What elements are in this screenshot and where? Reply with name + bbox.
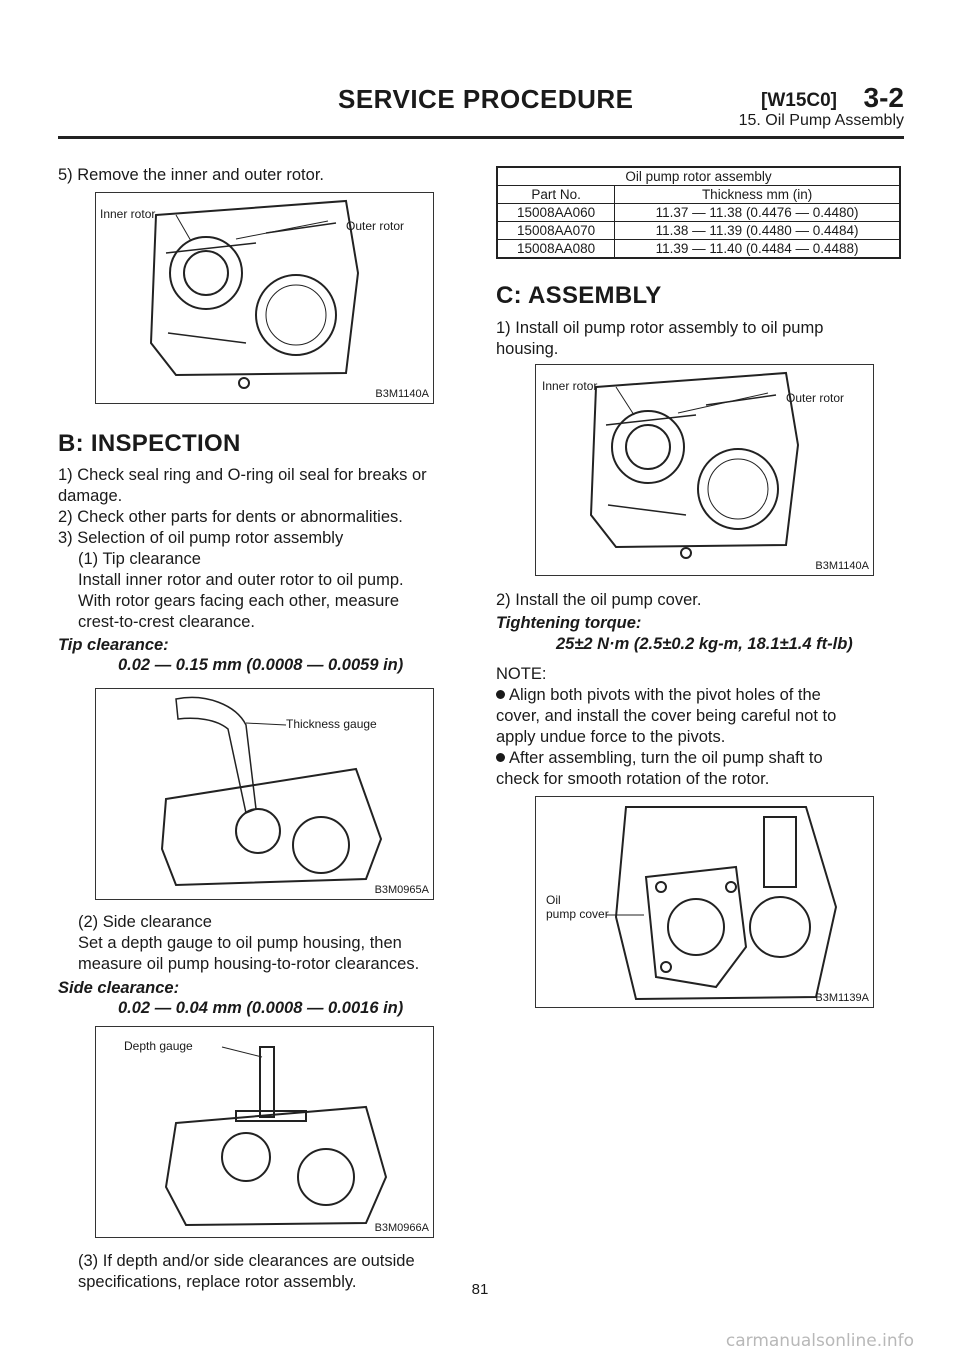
- callout-inner-rotor: Inner rotor: [100, 207, 156, 221]
- table-row: [497, 240, 900, 259]
- part-cell: 15008AA060: [497, 204, 615, 222]
- page-header: [58, 82, 904, 138]
- figure-id: B3M1140A: [375, 388, 429, 400]
- tip-line-3: With rotor gears facing each other, measure: [78, 592, 399, 610]
- tip-line-4: crest-to-crest clearance.: [78, 613, 255, 631]
- thickness-cell: 11.38 — 11.39 (0.4480 — 0.4484): [615, 222, 900, 240]
- assembly-heading: C: ASSEMBLY: [496, 282, 662, 309]
- tip-clearance-label: Tip clearance:: [58, 636, 169, 654]
- tip-line-2: Install inner rotor and outer rotor to oil pump.: [78, 571, 404, 589]
- section-number: 3-2: [863, 82, 904, 113]
- note-line-4: After assembling, turn the oil pump shaft to: [496, 748, 823, 769]
- side-clearance-label: Side clearance:: [58, 979, 180, 997]
- figure-rotor-removal: [95, 192, 434, 404]
- watermark: carmanualsonline.info: [725, 1331, 914, 1351]
- part-cell: 15008AA070: [497, 222, 615, 240]
- callout-outer-rotor: Outer rotor: [786, 391, 845, 405]
- table-header-thickness: Thickness mm (in): [615, 186, 900, 204]
- note-label: NOTE:: [496, 665, 547, 683]
- page-number: 81: [471, 1281, 489, 1298]
- table-header-part: Part No.: [497, 186, 615, 204]
- note-line-3: apply undue force to the pivots.: [496, 728, 726, 746]
- table-row: [497, 204, 900, 222]
- note-line-2: cover, and install the cover being careful not to: [496, 707, 837, 725]
- torque-label: Tightening torque:: [496, 614, 642, 632]
- inspection-line-3: 2) Check other parts for dents or abnormalities.: [58, 508, 403, 526]
- assembly-step2: 2) Install the oil pump cover.: [496, 591, 702, 609]
- callout-oil: Oil: [546, 893, 561, 907]
- figure-rotor-install: [535, 364, 874, 576]
- rotor-thickness-table: [496, 166, 901, 259]
- assembly-step1-line1: 1) Install oil pump rotor assembly to oil pump: [496, 319, 824, 337]
- figure-thickness-gauge: [95, 688, 434, 900]
- figure-id: B3M0966A: [374, 1222, 429, 1234]
- figure-id: B3M1140A: [815, 560, 869, 572]
- part-cell: 15008AA080: [497, 240, 615, 259]
- callout-depth-gauge: Depth gauge: [124, 1039, 193, 1053]
- final-line-1: (3) If depth and/or side clearances are outside: [78, 1252, 415, 1270]
- side-line-2: Set a depth gauge to oil pump housing, then: [78, 934, 402, 952]
- inspection-heading: B: INSPECTION: [58, 430, 241, 457]
- inspection-line-4: 3) Selection of oil pump rotor assembly: [58, 529, 344, 547]
- figure-pump-cover: [535, 796, 874, 1008]
- table-row: [497, 222, 900, 240]
- torque-value: 25±2 N·m (2.5±0.2 kg-m, 18.1±1.4 ft-lb): [556, 635, 853, 653]
- table-caption: Oil pump rotor assembly: [497, 167, 900, 186]
- tip-clearance-value: 0.02 — 0.15 mm (0.0008 — 0.0059 in): [118, 656, 404, 674]
- header-title: SERVICE PROCEDURE: [338, 84, 634, 114]
- callout-pump-cover: pump cover: [546, 907, 609, 921]
- callout-thickness-gauge: Thickness gauge: [286, 717, 377, 731]
- figure-id: B3M0965A: [374, 884, 429, 896]
- final-line-2: specifications, replace rotor assembly.: [78, 1273, 357, 1291]
- header-rule: [58, 136, 904, 139]
- thickness-cell: 11.39 — 11.40 (0.4484 — 0.4488): [615, 240, 900, 259]
- step-5-text: 5) Remove the inner and outer rotor.: [58, 166, 324, 184]
- inspection-line-1: 1) Check seal ring and O-ring oil seal for breaks or: [58, 466, 427, 484]
- callout-inner-rotor: Inner rotor: [542, 379, 598, 393]
- thickness-cell: 11.37 — 11.38 (0.4476 — 0.4480): [615, 204, 900, 222]
- figure-id: B3M1139A: [815, 992, 869, 1004]
- bullet-icon: [496, 690, 505, 699]
- tip-line-1: (1) Tip clearance: [78, 550, 201, 568]
- note-line-1: Align both pivots with the pivot holes of the: [496, 685, 821, 706]
- side-line-3: measure oil pump housing-to-rotor clearances.: [78, 955, 420, 973]
- side-clearance-value: 0.02 — 0.04 mm (0.0008 — 0.0016 in): [118, 999, 404, 1017]
- header-code: [W15C0]: [761, 90, 838, 111]
- header-subtitle: 15. Oil Pump Assembly: [738, 112, 904, 129]
- bullet-icon: [496, 753, 505, 762]
- figure-depth-gauge: [95, 1026, 434, 1238]
- assembly-step1-line2: housing.: [496, 340, 559, 358]
- note-line-5: check for smooth rotation of the rotor.: [496, 770, 770, 788]
- callout-outer-rotor: Outer rotor: [346, 219, 405, 233]
- inspection-line-2: damage.: [58, 487, 123, 505]
- side-line-1: (2) Side clearance: [78, 913, 212, 931]
